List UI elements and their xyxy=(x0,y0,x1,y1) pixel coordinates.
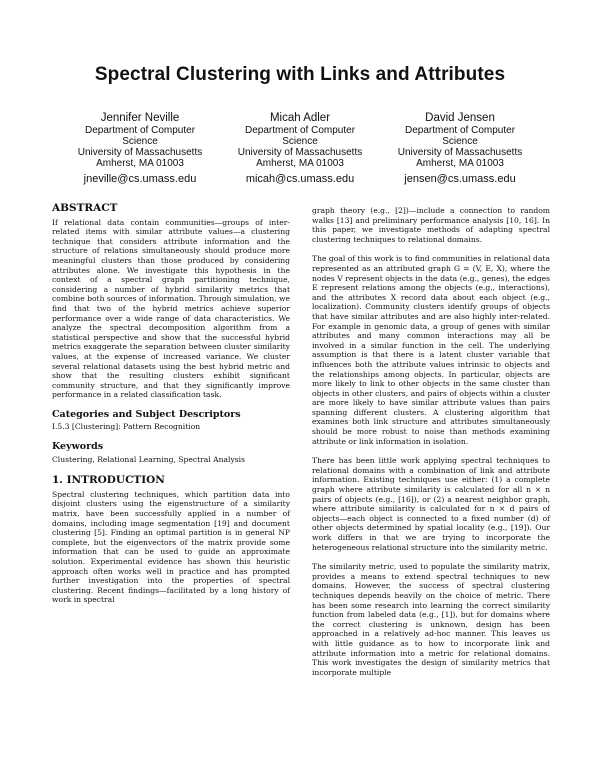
abstract-heading: ABSTRACT xyxy=(52,202,118,214)
author-addr: Amherst, MA 01003 xyxy=(96,158,184,169)
author-univ: University of Massachusetts xyxy=(77,147,203,158)
author-dept: Department of Computer xyxy=(404,125,516,136)
author-dept: Department of Computer xyxy=(244,125,356,136)
author-email[interactable]: micah@cs.umass.edu xyxy=(245,173,355,185)
author-2 xyxy=(220,112,380,185)
author-addr: Amherst, MA 01003 xyxy=(256,158,344,169)
paragraph-4: The similarity metric, used to populate the similarity matrix, provides a means to extend spectral techniques to new domains. However, the success of spectral clustering techniques depends heavily on the choice of metric. There has been some research into learning the correct similarity function from labeled data (e.g., [1]), but for domains where the correct clustering is unknown, design has been approached in a relatively ad-hoc manner. This leaves us with little guidance as to how to incorporate link and attribute information into a metric for relational domains. This work investigates the design of similarity metrics that incorporate multiple xyxy=(312,562,550,677)
categories-text: I.5.3 [Clustering]: Pattern Recognition xyxy=(52,422,201,432)
author-name: Micah Adler xyxy=(269,112,331,124)
author-dept-cont: Science xyxy=(282,136,318,147)
author-addr: Amherst, MA 01003 xyxy=(416,158,504,169)
introduction-heading: 1. INTRODUCTION xyxy=(52,474,165,487)
author-univ: University of Massachusetts xyxy=(237,147,363,158)
introduction-text: Spectral clustering techniques, which partition data into disjoint clusters using the eigenstructure of a similarity matrix, have been successfully applied in a number of domains, including image segmentation [19] and document clustering [5]. Finding an optimal partition is in general NP complete, but the eigenvectors of the matrix provide some information that can be used to guide an approximate solution. Experimental evidence has shown this heuristic approach often works well in practice and has prompted further investigation into the properties of spectral clustering. Recent findings—facilitated by a long history of work in spectral xyxy=(52,489,290,605)
author-dept-cont: Science xyxy=(442,136,478,147)
paragraph-1: graph theory (e.g., [2])—include a connection to random walks [13] and preliminary performance analysis [10, 16]. In this paper, we investigate methods of adapting spectral clustering techniques to relational domains. xyxy=(312,206,550,244)
abstract-text: If relational data contain communities—groups of inter-related items with similar attribute values—a clustering technique that considers attribute information and the structure of relations simultaneously should produce more meaningful clusters than those produced by considering attributes alone. We investigate this hypothesis in the context of a spectral graph partitioning technique, considering a number of hybrid similarity metrics that combine both sources of information. Through simulation, we find that two of the hybrid metrics achieve superior performance over a wide range of data characteristics. We analyze the spectral decomposition algorithm from a statistical perspective and show that the successful hybrid metrics exaggerate the separation between cluster similarity values, at the expense of increased variance. We cluster several relational datasets using the best hybrid metric and show that the resulting clusters exhibit significant community structure, and that they significantly improve performance in a related classification task. xyxy=(52,217,290,400)
author-dept: Department of Computer xyxy=(84,125,196,136)
right-column xyxy=(312,206,550,687)
left-column xyxy=(52,204,290,605)
keywords-text: Clustering, Relational Learning, Spectral Analysis xyxy=(52,454,245,464)
keywords-heading: Keywords xyxy=(52,441,104,453)
paragraph-2: The goal of this work is to find communities in relational data represented as an attributed graph G = (V, E, X), where the nodes V represent objects in the data (e.g., genes), the edges E represent relations among the objects (e.g., interactions), and the attributes X record data about each object (e.g., localization). Community clusters identify groups of objects that have similar attributes and are also highly inter-related. For example in genomic data, a group of genes with similar attributes and many common interactions may all be involved in a similar function in the cell. The underlying assumption is that there is a latent cluster variable that influences both the attribute values intrinsic to objects and the relationships among objects. In particular, objects are more likely to link to other objects in the same cluster than objects in other clusters, and pairs of objects within a cluster are more likely to have similar attribute values than pairs spanning different clusters. A clustering algorithm that examines both link structure and attributes simultaneously should be more robust to noise than methods examining attribute or link information in isolation. xyxy=(312,254,550,446)
author-3 xyxy=(380,112,540,185)
author-dept-cont: Science xyxy=(122,136,158,147)
categories-heading: Categories and Subject Descriptors xyxy=(52,408,241,420)
author-block xyxy=(60,112,540,185)
author-1 xyxy=(60,112,220,185)
author-email[interactable]: jensen@cs.umass.edu xyxy=(404,173,516,185)
paragraph-3: There has been little work applying spectral techniques to relational domains with a combination of link and attribute information. Existing techniques use either: (1) a complete graph where attribute similarity is calculated for all n × n pairs of objects (e.g., [16]), or (2) a nearest neighbor graph, where attribute similarity is calculated for n × d pairs of objects—each object is connected to a fixed number (d) of other objects determined by spatial locality (e.g., [19]). Our work differs in that we are trying to incorporate the heterogeneous relational structure into the similarity metric. xyxy=(312,456,550,552)
author-univ: University of Massachusetts xyxy=(397,147,523,158)
author-name: David Jensen xyxy=(425,112,495,124)
author-name: Jennifer Neville xyxy=(100,112,180,124)
author-email[interactable]: jneville@cs.umass.edu xyxy=(83,173,197,185)
paper-title: Spectral Clustering with Links and Attributes xyxy=(94,64,506,85)
